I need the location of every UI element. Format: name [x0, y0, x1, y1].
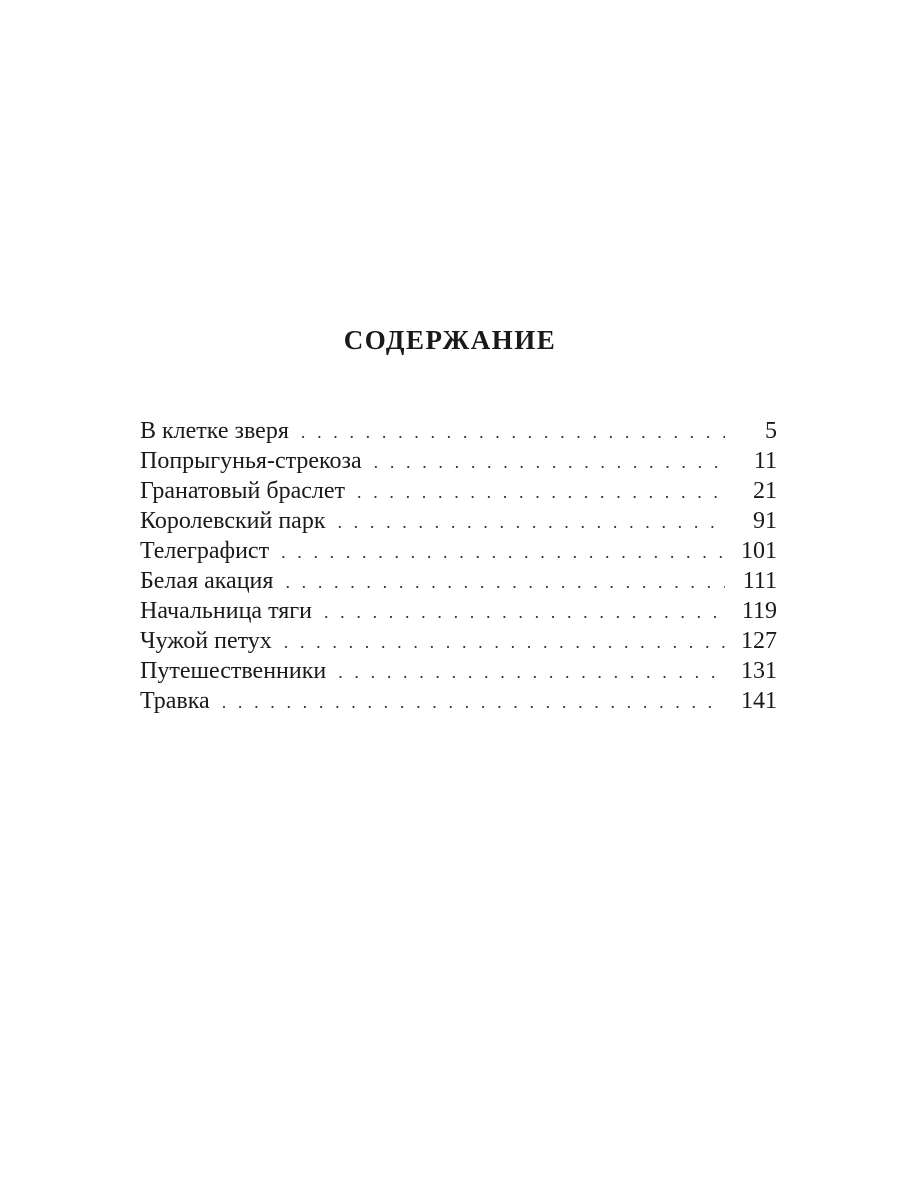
toc-entry	[140, 656, 777, 686]
toc-entry-page-number: 119	[741, 598, 777, 624]
toc-entry-title: Королевский парк	[140, 508, 326, 534]
dot-leader	[374, 447, 725, 477]
dot-leader	[337, 507, 725, 537]
toc-entry	[140, 596, 777, 626]
toc-entry-title: Гранатовый браслет	[140, 478, 345, 504]
toc-entry	[140, 446, 777, 476]
toc-entry-title: Попрыгунья-стрекоза	[140, 448, 362, 474]
dot-leader	[281, 537, 725, 567]
toc-entry-page-number: 131	[741, 658, 777, 684]
toc-entry-title: Травка	[140, 688, 210, 714]
toc-entry-page-number: 5	[765, 418, 777, 444]
toc-entry-title: Телеграфист	[140, 538, 270, 564]
toc-entry	[140, 536, 777, 566]
toc-entry-page-number: 141	[741, 688, 777, 714]
dot-leader	[284, 627, 725, 657]
toc-entry-page-number: 91	[753, 508, 777, 534]
table-of-contents	[140, 416, 777, 716]
toc-entry-title: Чужой петух	[140, 628, 272, 654]
dot-leader	[285, 567, 725, 597]
toc-entry	[140, 686, 777, 716]
dot-leader	[357, 477, 725, 507]
toc-entry-title: Начальница тяги	[140, 598, 312, 624]
dot-leader	[222, 687, 725, 717]
toc-entry	[140, 566, 777, 596]
toc-entry	[140, 416, 777, 446]
toc-entry-page-number: 21	[753, 478, 777, 504]
dot-leader	[324, 597, 725, 627]
toc-entry-page-number: 127	[741, 628, 777, 654]
toc-entry	[140, 626, 777, 656]
toc-entry-title: Белая акация	[140, 568, 274, 594]
toc-entry-title: Путешественники	[140, 658, 327, 684]
toc-entry-title: В клетке зверя	[140, 418, 289, 444]
page-title: СОДЕРЖАНИЕ	[343, 325, 557, 355]
toc-entry-page-number: 111	[742, 568, 777, 594]
toc-entry-page-number: 101	[741, 538, 777, 564]
toc-entry	[140, 506, 777, 536]
dot-leader	[301, 417, 725, 447]
toc-entry	[140, 476, 777, 506]
dot-leader	[338, 657, 725, 687]
toc-entry-page-number: 11	[753, 448, 777, 474]
